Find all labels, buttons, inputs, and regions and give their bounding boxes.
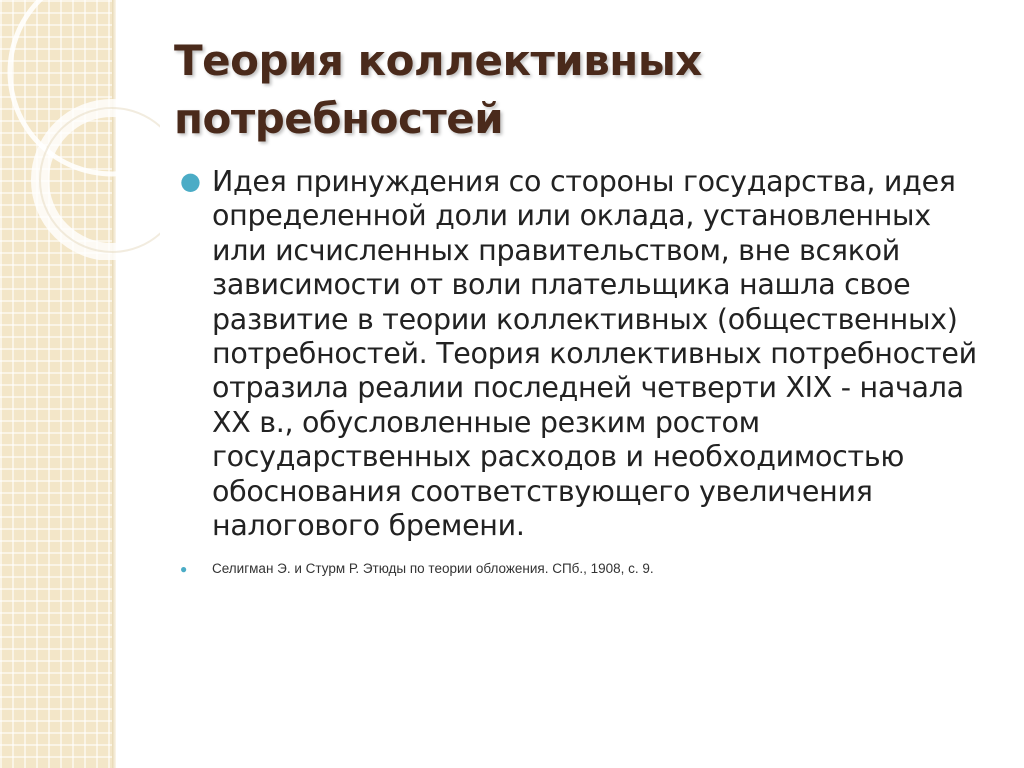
bullet-reference bbox=[180, 559, 980, 579]
decorative-rings bbox=[0, 0, 160, 260]
slide-content bbox=[180, 165, 980, 579]
bullet-reference-text: Селигман Э. и Стурм Р. Этюды по теории обложения. СПб., 1908, с. 9. bbox=[212, 561, 654, 577]
bullet-main bbox=[180, 165, 980, 543]
bullet-dot-icon: ● bbox=[180, 167, 201, 195]
deco-ring-small bbox=[40, 108, 160, 252]
bullet-main-text: Идея принуждения со стороны государства, идея определенной доли или оклада, установленных или исчисленных правительством, вне всякой зависимости от воли плательщика нашла свое развитие в теории коллективных (общественных) потребностей. Теория коллективных потребностей отразила реалии последней четверти XIX - начала XX в., обусловленные резким ростом государственных расходов и необходимостью обоснования соответствующего увеличения налогового бремени. bbox=[212, 165, 977, 543]
bullet-dot-icon: ● bbox=[180, 562, 188, 577]
deco-ring-large bbox=[10, 0, 160, 174]
slide-title: Теория коллективных потребностей bbox=[174, 36, 702, 143]
